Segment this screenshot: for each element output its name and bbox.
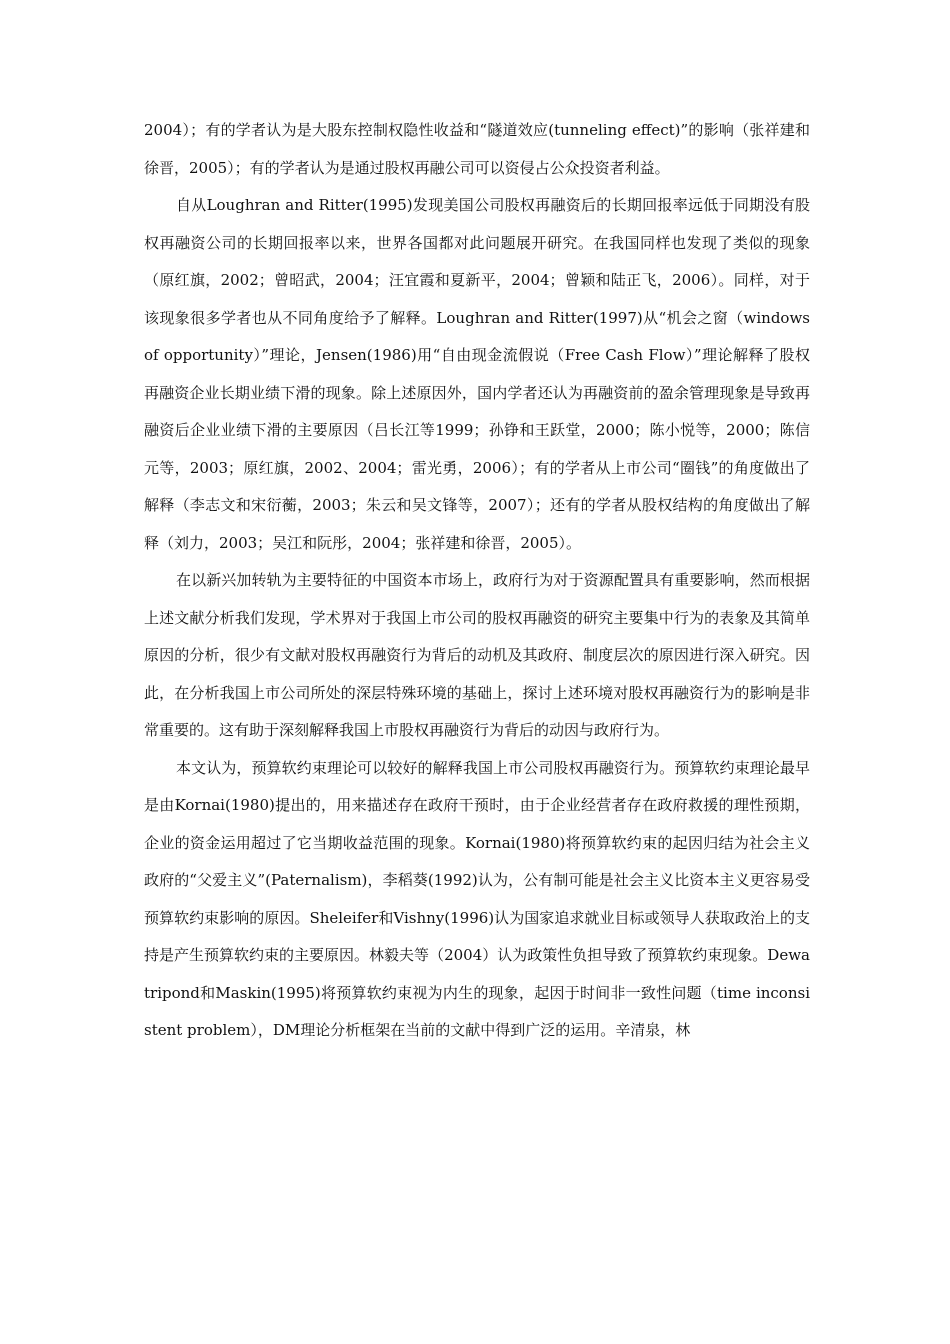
paragraph-3: 在以新兴加转轨为主要特征的中国资本市场上，政府行为对于资源配置具有重要影响，然而根据上述文献分析我们发现，学术界对于我国上市公司的股权再融资的研究主要集中行为的表象及其简单原因的分析，很少有文献对股权再融资行为背后的动机及其政府、制度层次的原因进行深入研究。因此，在分析我国上市公司所处的深层特殊环境的基础上，探讨上述环境对股权再融资行为的影响是非常重要的。这有助于深刻解释我国上市股权再融资行为背后的动因与政府行为。 <box>144 571 810 739</box>
paragraph-4: 本文认为，预算软约束理论可以较好的解释我国上市公司股权再融资行为。预算软约束理论最早是由Kornai(1980)提出的，用来描述存在政府干预时，由于企业经营者存在政府救援的理性预期，企业的资金运用超过了它当期收益范围的现象。Kornai(1980)将预算软约束的起因归结为社会主义政府的“父爱主义”(Paternalism)，李稻葵(1992)认为，公有制可能是社会主义比资本主义更容易受预算软约束影响的原因。Sheleifer和Vishny(1996)认为国家追求就业目标或领导人获取政治上的支持是产生预算软约束的主要原因。林毅夫等（2004）认为政策性负担导致了预算软约束现象。Dewatripond和Maskin(1995)将预算软约束视为内生的现象，起因于时间非一致性问题（time inconsistent problem），DM理论分析框架在当前的文献中得到广泛的运用。辛清泉，林 <box>144 758 810 1039</box>
paragraph-1: 2004）；有的学者认为是大股东控制权隐性收益和“隧道效应(tunneling effect)”的影响（张祥建和徐晋，2005）；有的学者认为是通过股权再融公司可以资侵占公众投资者利益。 <box>144 121 810 177</box>
document-body <box>144 112 810 1050</box>
paragraph-2: 自从Loughran and Ritter(1995)发现美国公司股权再融资后的长期回报率远低于同期没有股权再融资公司的长期回报率以来，世界各国都对此问题展开研究。在我国同样也发现了类似的现象（原红旗，2002；曾昭武，2004；汪宜霞和夏新平，2004；曾颖和陆正飞，2006）。同样，对于该现象很多学者也从不同角度给予了解释。Loughran and Ritter(1997)从“机会之窗（windows of opportunity）”理论，Jensen(1986)用“自由现金流假说（Free Cash Flow）”理论解释了股权再融资企业长期业绩下滑的现象。除上述原因外，国内学者还认为再融资前的盈余管理现象是导致再融资后企业业绩下滑的主要原因（吕长江等1999；孙铮和王跃堂，2000；陈小悦等，2000；陈信元等，2003；原红旗，2002、2004；雷光勇，2006）；有的学者从上市公司“圈钱”的角度做出了解释（李志文和宋衍蘅，2003；朱云和吴文锋等，2007）；还有的学者从股权结构的角度做出了解释（刘力，2003；吴江和阮彤，2004；张祥建和徐晋，2005）。 <box>144 196 810 552</box>
